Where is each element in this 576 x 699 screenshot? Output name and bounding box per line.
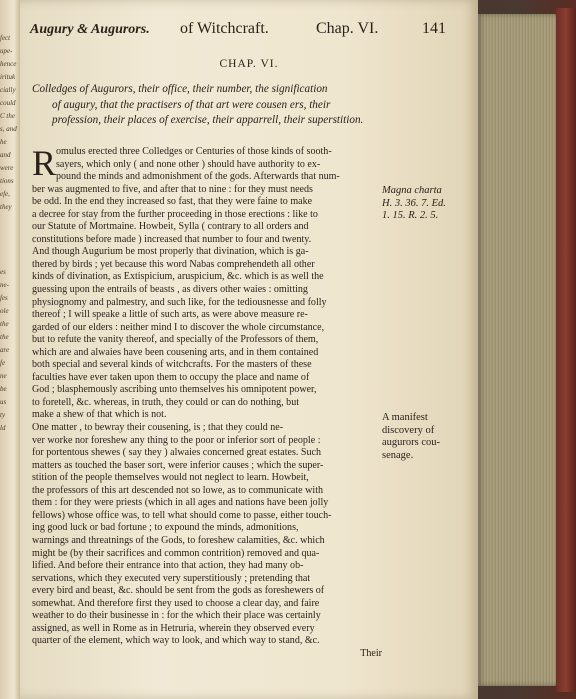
left-page-fragment: and xyxy=(0,151,11,159)
left-page-fragment: ole xyxy=(0,307,9,315)
left-page-edge xyxy=(0,0,20,699)
body-line: both special and several kinds of witchcrafts. For the masters of these xyxy=(32,359,312,371)
left-page-fragment: cially xyxy=(0,86,16,94)
body-line: fellows) whose office was, to tell what should come to passe, either touch- xyxy=(32,509,332,521)
left-page-fragment: C the xyxy=(0,112,15,120)
body-line: garded of our elders : neither mind I to discover the whole circumstance, xyxy=(32,321,325,333)
margin-note-line: discovery of xyxy=(382,424,435,436)
body-line: kinds of divination, as Extispicium, aruspicium, &c. which is as well the xyxy=(32,271,324,283)
body-line: might be (by their sacrifices and common contrition) removed and qua- xyxy=(32,547,320,559)
left-page-fragment: ne- xyxy=(0,281,9,289)
book-cover-edge xyxy=(556,8,576,692)
margin-note-line: 1. 15. R. 2. 5. xyxy=(382,210,439,221)
left-page-fragment: could xyxy=(0,99,16,107)
catchword: Their xyxy=(360,647,382,659)
left-page-fragment: fect xyxy=(0,34,11,42)
summary-line: Colledges of Augurors, their office, their number, the signification xyxy=(32,83,328,95)
left-page-fragment: irituk xyxy=(0,73,16,81)
margin-note-line: augurors cou- xyxy=(382,437,441,448)
running-head xyxy=(20,16,478,56)
body-line: them : for they were priests (which in all ages and nations have been jolly xyxy=(32,497,329,509)
chapter-summary xyxy=(32,82,462,129)
summary-line: of augury, that the practisers of that art were cousen ers, their xyxy=(52,98,331,111)
left-page-fragment: ne xyxy=(0,372,7,380)
body-line: warnings and threatnings of the Gods, to foreshew calamities, &c. which xyxy=(32,534,325,546)
body-line: omulus erected three Colledges or Centuries of those kinds of sooth- xyxy=(56,146,332,157)
left-page-fragment: fes xyxy=(0,294,8,302)
margin-note-discovery xyxy=(382,412,440,462)
left-page-fragment: es xyxy=(0,268,6,276)
body-line: pound the minds and admonishment of the gods. Afterwards that num- xyxy=(56,171,340,183)
body-line: sayers, which only ( and none other ) should have authority to ex- xyxy=(56,158,321,170)
left-page-fragment: s, and xyxy=(0,125,17,133)
body-line: ber was augmented to five, and after that to nine : for they must needs xyxy=(32,183,313,195)
body-line: but to refute the vanity thereof, and specially of the Professors of them, xyxy=(32,334,319,346)
running-head-chapter: Chap. VI. xyxy=(316,20,379,37)
body-line: And though Augurium be most properly that divination, which is ga- xyxy=(32,246,309,258)
body-line: the professors of this art descended not so lowe, as to communicate with xyxy=(32,484,324,496)
body-line: guessing upon the entrails of beasts , as divers other waies : omitting xyxy=(32,284,308,296)
body-line: ing good luck or bad fortune ; to expound the minds, admonitions, xyxy=(32,522,299,534)
body-line: One matter , to bewray their cousening, is ; that they could ne- xyxy=(32,422,284,434)
drop-cap: R xyxy=(32,143,57,183)
body-line: God ; blasphemously ascribing unto themselves his omnipotent power, xyxy=(32,384,317,396)
body-line: to foretell, &c. whereas, in truth, they could or can do nothing, but xyxy=(32,396,300,408)
left-page-fragment: tions xyxy=(0,177,14,185)
body-line: a decree for stay from the further proceeding in those erections : like to xyxy=(32,208,318,220)
body-line: weather to do their businesse in : for the which their place was certainly xyxy=(32,610,321,622)
left-page-fragment: were xyxy=(0,164,14,172)
body-line: which are and alwaies have been cousening arts, and in them contained xyxy=(32,346,319,358)
body-line: every bird and beast, &c. should be sent from the gods as foreshewers of xyxy=(32,585,325,597)
body-line: assigned, as well in Rome as in Hetruria, wherein they observed every xyxy=(32,622,315,634)
margin-note-statutes xyxy=(382,185,446,223)
margin-note-line: senage. xyxy=(382,449,414,461)
left-page-fragment: fe xyxy=(0,359,6,367)
body-line: servations, which they executed very superstitiously ; pretending that xyxy=(32,572,311,584)
body-line: stition of the people themselves would not neglect to learn. Howbeit, xyxy=(32,472,309,484)
left-page-fragment: ty xyxy=(0,411,6,419)
page-fore-edge xyxy=(478,14,558,686)
body-line: physiognomy and palmestry, and such like, for the tediousnesse and folly xyxy=(32,296,327,308)
body-line: ver worke nor foreshew any thing to the poor or inferior sort of people : xyxy=(32,434,321,446)
left-page-fragment: he xyxy=(0,138,7,146)
page-number: 141 xyxy=(422,20,446,37)
left-page-fragment: the xyxy=(0,320,9,328)
left-page-fragment: hence xyxy=(0,60,17,68)
body-line: make a shew of that which is not. xyxy=(32,409,167,421)
summary-line: profession, their places of exercise, their apparrell, their superstition. xyxy=(52,114,364,127)
left-page-fragment: efe, xyxy=(0,190,10,198)
body-line: somewhat. And therefore first they used to choose a clear day, and faire xyxy=(32,597,320,609)
left-page-fragment: ld xyxy=(0,424,6,432)
chapter-heading: CHAP. VI. xyxy=(219,58,279,70)
body-line: lified. And before their entrance into that action, they had many ob- xyxy=(32,560,304,572)
running-head-title: of Witchcraft. xyxy=(180,20,269,37)
body-line: matters as touched the baser sort, were inferior causes ; which the super- xyxy=(32,459,324,471)
book-page xyxy=(20,0,478,699)
left-page-fragment: the xyxy=(0,333,9,341)
left-page-fragment: are xyxy=(0,346,10,354)
margin-note-line: A manifest xyxy=(382,412,428,423)
left-page-fragment: be xyxy=(0,385,7,393)
body-line: quarter of the element, which way to look, and which way to stand, &c. xyxy=(32,635,320,647)
body-line: our Statute of Mortmaine. Howbeit, Sylla ( contrary to all orders and xyxy=(32,221,309,233)
body-text xyxy=(32,143,382,660)
margin-note-line: H. 3. 36. 7. Ed. xyxy=(382,197,446,209)
body-line: thered by birds ; yet because this word Nabas comprehendeth all other xyxy=(32,258,315,270)
running-head-subject: Augury & Augurors. xyxy=(30,22,150,37)
left-page-fragment: us xyxy=(0,398,7,406)
body-line: thereof ; I will speake a little of such arts, as were above measure re- xyxy=(32,309,308,321)
left-page-fragment: upe- xyxy=(0,47,13,55)
body-line: faculties have ever taken upon them to occupy the place and name of xyxy=(32,371,310,383)
body-line: be odd. In the end they increased so fast, that they were faine to make xyxy=(32,196,313,208)
body-line: constitutions before made ) increased that number to four and twenty. xyxy=(32,233,312,245)
left-page-fragment: they xyxy=(0,203,12,211)
margin-note-line: Magna charta xyxy=(382,185,442,196)
body-line: for portentous shewes ( say they ) alwaies concerned great estates. Such xyxy=(32,447,322,459)
